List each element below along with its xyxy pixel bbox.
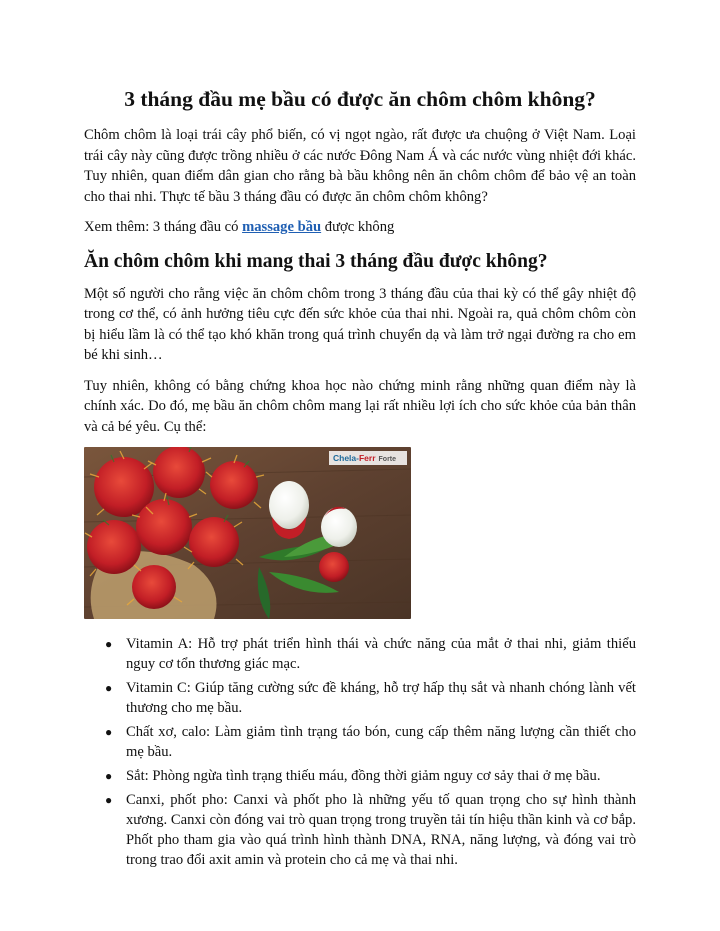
watermark-brand-c: Forte [378, 456, 397, 463]
watermark-brand-a: Chela- [333, 453, 359, 463]
bullet-icon: ● [105, 793, 113, 807]
benefit-text: Vitamin C: Giúp tăng cường sức đề kháng, hỗ trợ hấp thụ sắt và nhanh chóng lành vết thương cho mẹ bầu. [126, 680, 636, 716]
bullet-icon: ● [105, 725, 113, 739]
see-also-prefix: Xem thêm: 3 tháng đầu có [84, 219, 243, 235]
rambutan-photo [84, 447, 411, 619]
benefit-text: Canxi, phốt pho: Canxi và phốt pho là những yếu tố quan trọng cho sự hình thành xương. Canxi còn đóng vai trò quan trọng trong truyền tải tín hiệu thần kinh và cơ bắp. Phốt pho tham gia vào quá trình hình thành DNA, RNA, năng lượng, và đóng vai trò trong trao đổi axit amin và protein cho cả mẹ và thai nhi. [126, 792, 636, 868]
bullet-icon: ● [105, 769, 113, 783]
benefit-text: Vitamin A: Hỗ trợ phát triển hình thái và chức năng của mắt ở thai nhi, giảm thiểu nguy cơ tổn thương giác mạc. [126, 636, 636, 672]
benefit-text: Chất xơ, calo: Làm giảm tình trạng táo bón, cung cấp thêm năng lượng cần thiết cho mẹ bầu. [126, 724, 636, 760]
rambutan-illustration [84, 447, 411, 619]
see-also-line [84, 217, 636, 238]
benefit-item-iron [105, 766, 636, 786]
benefit-item-vitamin-a [105, 634, 636, 674]
bullet-icon: ● [105, 681, 113, 695]
benefits-list [84, 634, 636, 870]
benefit-item-fiber [105, 722, 636, 762]
body-paragraph-1: Một số người cho rằng việc ăn chôm chôm trong 3 tháng đầu của thai kỳ có thể gây nhiệt độ trong cơ thể, có ảnh hưởng tiêu cực đến sức khỏe của thai nhi. Ngoài ra, quả chôm chôm còn bị hiểu lầm là có thể tạo khó khăn trong quá trình chuyển dạ và làm trở ngại đường ra cho em bé khi sinh… [84, 285, 636, 363]
body-paragraph-2: Tuy nhiên, không có bằng chứng khoa học nào chứng minh rằng những quan điểm này là chính xác. Do đó, mẹ bầu ăn chôm chôm mang lại rất nhiều lợi ích cho sức khỏe của bản thân và cả bé yêu. Cụ thể: [84, 377, 636, 435]
massage-bau-link[interactable]: massage bầu [242, 219, 322, 235]
benefit-text: Sắt: Phòng ngừa tình trạng thiếu máu, đồng thời giảm nguy cơ sảy thai ở mẹ bầu. [126, 768, 601, 784]
watermark-brand-b: Ferr [358, 453, 376, 463]
intro-paragraph: Chôm chôm là loại trái cây phổ biến, có vị ngọt ngào, rất được ưa chuộng ở Việt Nam. Loại trái cây này cũng được trồng nhiều ở các nước Đông Nam Á và các nước vùng nhiệt đới khác. Tuy nhiên, quan điểm dân gian cho rằng bà bầu không nên ăn chôm chôm để bảo vệ an toàn cho thai nhi. Thực tế bầu 3 tháng đầu có được ăn chôm chôm không? [84, 127, 636, 205]
bullet-icon: ● [105, 637, 113, 651]
benefit-item-calcium [105, 790, 636, 870]
article-body [84, 84, 636, 874]
article-title: 3 tháng đầu mẹ bầu có được ăn chôm chôm không? [124, 87, 596, 111]
see-also-suffix: được không [321, 219, 395, 235]
benefit-item-vitamin-c [105, 678, 636, 718]
section-heading: Ăn chôm chôm khi mang thai 3 tháng đầu được không? [84, 250, 548, 272]
